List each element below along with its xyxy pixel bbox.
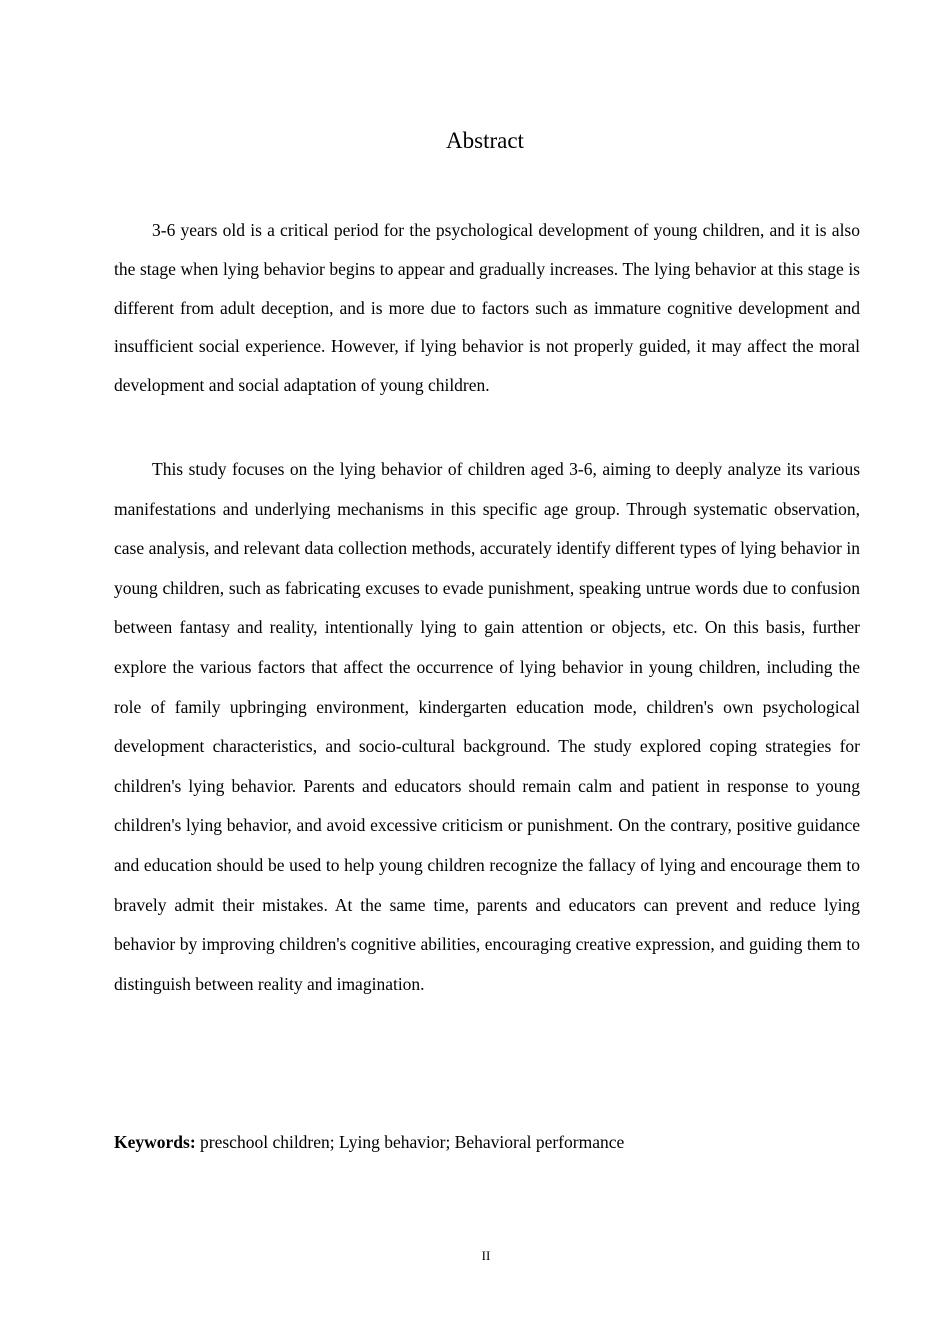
abstract-paragraph-1: 3-6 years old is a critical period for the psychological development of young children, and it is also the stage when lying behavior begins to appear and gradually increases. The lying behavior at this stage is different from adult deception, and is more due to factors such as immature cognitive development and insufficient social experience. However, if lying behavior is not properly guided, it may affect the moral development and social adaptation of young children. — [114, 220, 860, 396]
keywords-line — [114, 1128, 860, 1156]
keywords-label: Keywords: — [114, 1132, 196, 1152]
abstract-title: Abstract — [446, 128, 524, 153]
page-number: II — [481, 1248, 491, 1263]
abstract-paragraph-2: This study focuses on the lying behavior of children aged 3-6, aiming to deeply analyze its various manifestations and underlying mechanisms in this specific age group. Through systematic observation, case analysis, and relevant data collection methods, accurately identify different types of lying behavior in young children, such as fabricating excuses to evade punishment, speaking untrue words due to confusion between fantasy and reality, intentionally lying to gain attention or objects, etc. On this basis, further explore the various factors that affect the occurrence of lying behavior in young children, including the role of family upbringing environment, kindergarten education mode, children's own psychological development characteristics, and socio-cultural background. The study explored coping strategies for children's lying behavior. Parents and educators should remain calm and patient in response to young children's lying behavior, and avoid excessive criticism or punishment. On the contrary, positive guidance and education should be used to help young children recognize the fallacy of lying and encourage them to bravely admit their mistakes. At the same time, parents and educators can prevent and reduce lying behavior by improving children's cognitive abilities, encouraging creative expression, and guiding them to distinguish between reality and imagination. — [114, 459, 860, 994]
keywords-text: preschool children; Lying behavior; Behavioral performance — [195, 1132, 625, 1152]
